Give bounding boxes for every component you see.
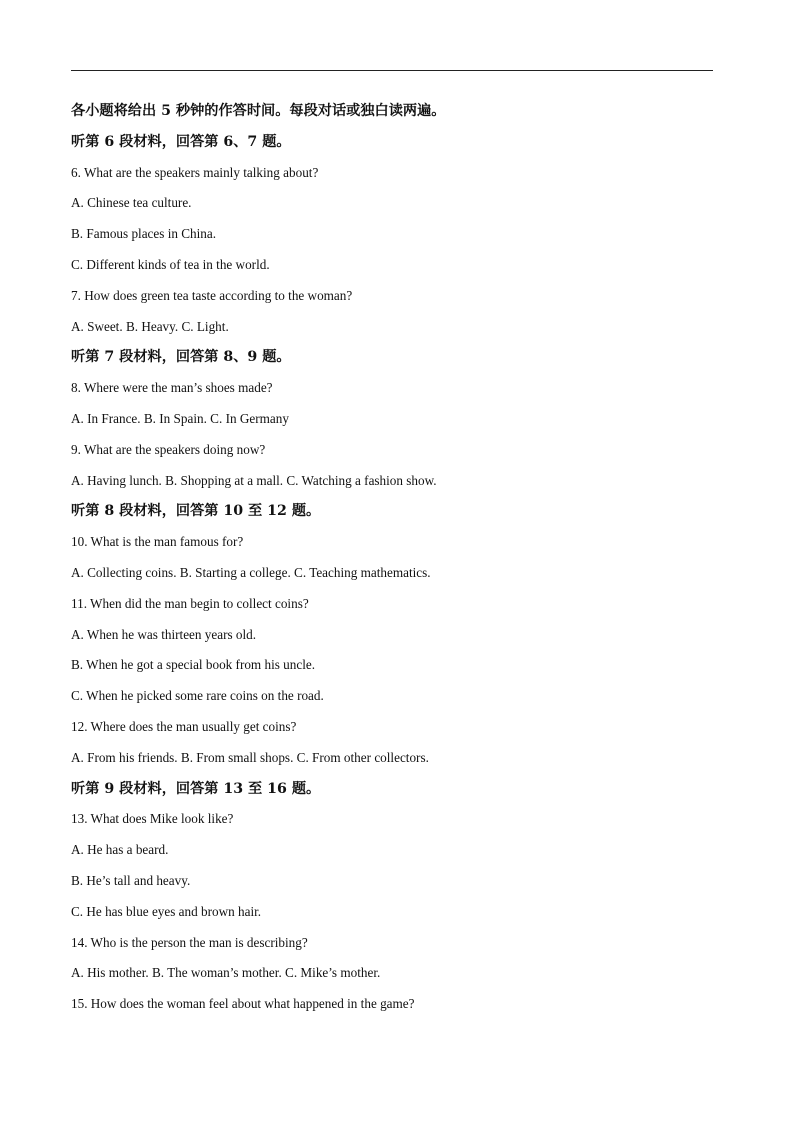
- question-7: 7. How does green tea taste according to the woman?: [71, 287, 353, 303]
- option-line: A. Having lunch. B. Shopping at a mall. C. Watching a fashion show.: [71, 472, 437, 488]
- question-6: 6. What are the speakers mainly talking about?: [71, 164, 319, 180]
- document-body: [71, 96, 721, 1020]
- question-11: 11. When did the man begin to collect coins?: [71, 595, 309, 611]
- option-line: A. In France. B. In Spain. C. In Germany: [71, 410, 289, 426]
- question-13: 13. What does Mike look like?: [71, 811, 234, 827]
- option-line: B. Famous places in China.: [71, 226, 217, 242]
- question-14: 14. Who is the person the man is describing?: [71, 934, 308, 950]
- question-8: 8. Where were the man’s shoes made?: [71, 380, 273, 396]
- section-heading: 听第 7 段材料，回答第 8、9 题。: [71, 349, 291, 366]
- instruction-line: 各小题将给出 5 秒钟的作答时间。每段对话或独白读两遍。: [71, 103, 446, 119]
- top-divider: [71, 70, 713, 71]
- option-line: A. Collecting coins. B. Starting a college. C. Teaching mathematics.: [71, 564, 431, 580]
- option-line: B. He’s tall and heavy.: [71, 872, 191, 888]
- option-line: C. He has blue eyes and brown hair.: [71, 903, 262, 919]
- option-line: C. Different kinds of tea in the world.: [71, 256, 270, 272]
- question-15: 15. How does the woman feel about what happened in the game?: [71, 996, 415, 1012]
- option-line: C. When he picked some rare coins on the road.: [71, 688, 324, 704]
- question-12: 12. Where does the man usually get coins?: [71, 718, 297, 734]
- section-heading: 听第 9 段材料，回答第 13 至 16 题。: [71, 780, 321, 797]
- option-line: A. From his friends. B. From small shops. C. From other collectors.: [71, 749, 429, 765]
- question-9: 9. What are the speakers doing now?: [71, 441, 266, 457]
- option-line: A. His mother. B. The woman’s mother. C. Mike’s mother.: [71, 965, 381, 981]
- option-line: A. He has a beard.: [71, 842, 169, 858]
- section-heading: 听第 8 段材料，回答第 10 至 12 题。: [71, 503, 321, 520]
- question-10: 10. What is the man famous for?: [71, 534, 244, 550]
- option-line: A. Chinese tea culture.: [71, 195, 192, 211]
- option-line: A. When he was thirteen years old.: [71, 626, 257, 642]
- option-line: A. Sweet. B. Heavy. C. Light.: [71, 318, 229, 334]
- section-heading: 听第 6 段材料，回答第 6、7 题。: [71, 133, 291, 150]
- option-line: B. When he got a special book from his uncle.: [71, 657, 316, 673]
